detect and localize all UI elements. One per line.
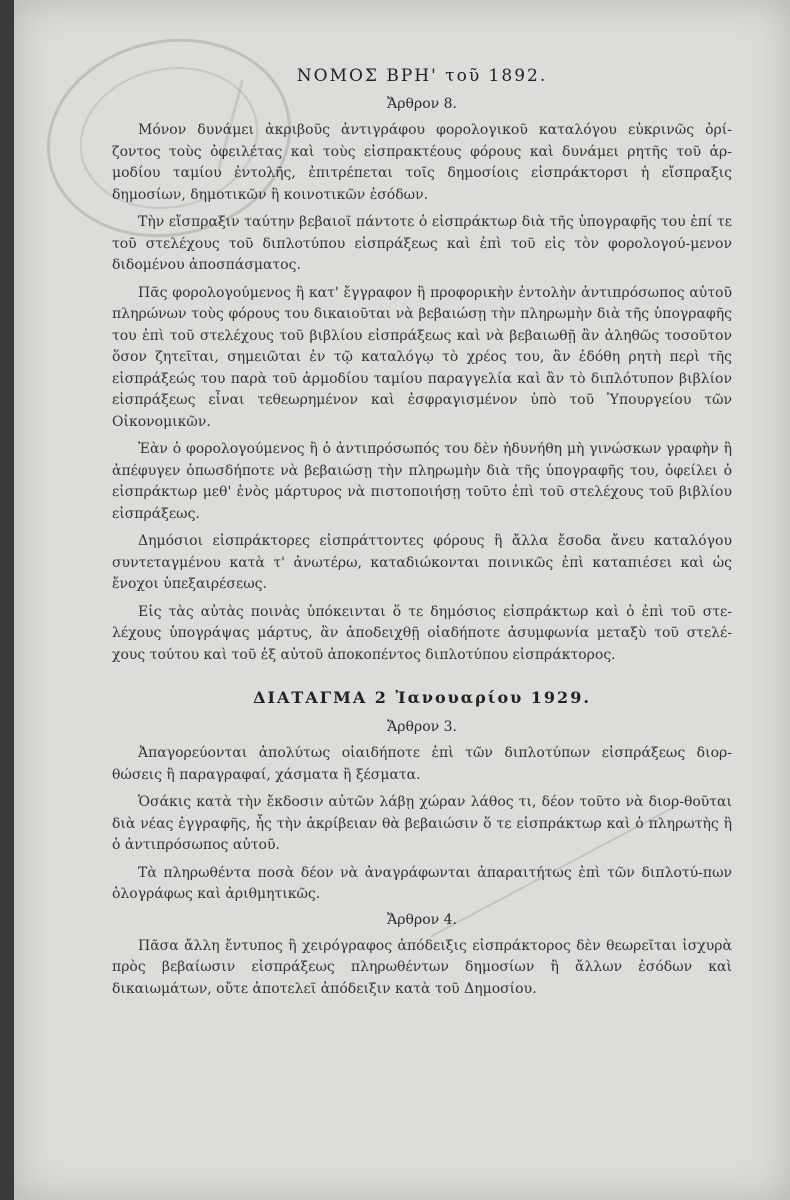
document-content: [112, 60, 732, 1006]
decree-article-3-heading: Ἄρθρον 3.: [387, 719, 457, 735]
law-article-heading: Ἄρθρον 8.: [387, 96, 457, 112]
law-title: ΝΟΜΟΣ ΒΡΗ' τοῦ 1892.: [296, 66, 548, 86]
decree-article-3-paragraph-3: Τὰ πληρωθέντα ποσὰ δέον νὰ ἀναγράφωνται ἀπαραιτήτως ἐπὶ τῶν διπλοτύ-πων ὁλογράφως καὶ ἀριθμητικῶς.: [112, 864, 732, 902]
law-paragraph-3: Πᾶς φορολογούμενος ἢ κατ' ἔγγραφον ἢ προφορικὴν ἐντολὴν ἀντιπρόσωπος αὐτοῦ πληρώνων τοὺς φόρους του δικαιοῦται νὰ βεβαιώσῃ τὴν πληρωμὴν διὰ τῆς ὑπογραφῆς του ἐπὶ τοῦ στελέχους τοῦ βιβλίου εἰσπράξεως καὶ νὰ βεβαιωθῇ ἂν ἀληθῶς τοσοῦτον ὅσον ζητεῖται, σημειῶται ἐν τῷ καταλόγῳ τὸ χρέος του, ἂν ἐδόθη ρητὴ περὶ τῆς εἰσπράξεώς του παρὰ τοῦ ἁρμοδίου ταμίου παραγγελία καὶ ἂν τὸ διπλότυπον βιβλίον εἰσπράξεως εἶναι τεθεωρημένον καὶ ἐσφραγισμένον ὑπὸ τοῦ Ὑπουργείου τῶν Οἰκονομικῶν.: [112, 284, 732, 430]
decree-article-4-heading: Ἄρθρον 4.: [387, 911, 457, 928]
decree-title: ΔΙΑΤΑΓΜΑ 2 Ἰανουαρίου 1929.: [253, 688, 591, 707]
law-paragraph-5: Δημόσιοι εἰσπράκτορες εἰσπράττοντες φόρους ἢ ἄλλα ἔσοδα ἄνευ καταλόγου συντεταγμένου κατὰ τ' ἀνωτέρω, καταδιώκονται ποινικῶς ἐπὶ καταπιέσει καὶ ὡς ἔνοχοι ὑπεξαιρέσεως.: [112, 533, 732, 592]
decree-article-4-paragraph-1: Πᾶσα ἄλλη ἔντυπος ἢ χειρόγραφος ἀπόδειξις εἰσπράκτορος δὲν θεωρεῖται ἰσχυρὰ πρὸς βεβαίωσιν εἰσπράξεως πληρωθέντων δημοσίων ἢ ἄλλων ἐσόδων καὶ δικαιωμάτων, οὔτε ἀποτελεῖ ἀπόδειξιν κατὰ τοῦ Δημοσίου.: [112, 937, 732, 997]
document-page: [14, 0, 790, 1200]
law-paragraph-4: Ἐὰν ὁ φορολογούμενος ἢ ὁ ἀντιπρόσωπός του δὲν ἠδυνήθη μὴ γινώσκων γραφὴν ἢ ἀπέφυγεν ὁπωσδήποτε νὰ βεβαιώσῃ τὴν πληρωμὴν διὰ τῆς ὑπογραφῆς του, ὀφείλει ὁ εἰσπράκτωρ μεθ' ἑνὸς μάρτυρος νὰ πιστοποιήσῃ τοῦτο ἐπὶ τοῦ στελέχους τοῦ βιβλίου εἰσπράξεως.: [112, 441, 732, 522]
law-paragraph-2: Τὴν εἴσπραξιν ταύτην βεβαιοῖ πάντοτε ὁ εἰσπράκτωρ διὰ τῆς ὑπογραφῆς του ἐπί τε τοῦ στελέχους τοῦ διπλοτύπου εἰσπράξεως καὶ ἐπὶ τοῦ εἰς τὸν φορολογού-μενον διδομένου ἀποσπάσματος.: [112, 214, 732, 273]
law-paragraph-1: Μόνον δυνάμει ἀκριβοῦς ἀντιγράφου φορολογικοῦ καταλόγου εὐκρινῶς ὁρί-ζοντος τοὺς ὀφειλέτας καὶ τοὺς εἰσπρακτέους φόρους καὶ δυνάμει ρητῆς τοῦ ἁρ-μοδίου ταμίου ἐντολῆς, ἐπιτρέπεται τοῖς δημοσίοις εἰσπράκτορσι ἡ εἴσπραξις δημοσίων, δημοτικῶν ἢ κοινοτικῶν ἐσόδων.: [112, 122, 732, 203]
decree-article-3-paragraph-1: Ἀπαγορεύονται ἀπολύτως οἱαιδήποτε ἐπὶ τῶν διπλοτύπων εἰσπράξεως διορ-θώσεις ἢ παραγραφαί, χάσματα ἢ ξέσματα.: [112, 745, 732, 783]
law-paragraph-6: Εἰς τὰς αὐτὰς ποινὰς ὑπόκεινται ὅ τε δημόσιος εἰσπράκτωρ καὶ ὁ ἐπὶ τοῦ στε-λέχους ὑπογράψας μάρτυς, ἂν ἀποδειχθῇ οἱαδήποτε ἀσυμφωνία μεταξὺ τοῦ στελέ-χους τούτου καὶ τοῦ ἐξ αὐτοῦ ἀποκοπέντος διπλοτύπου εἰσπράκτορος.: [112, 603, 732, 663]
decree-article-3-paragraph-2: Ὁσάκις κατὰ τὴν ἔκδοσιν αὐτῶν λάβῃ χώραν λάθος τι, δέον τοῦτο νὰ διορ-θοῦται διὰ νέας ἐγγραφῆς, ἧς τὴν ἀκρίβειαν θὰ βεβαιώσιν ὅ τε εἰσπράκτωρ καὶ ὁ πληρωτὴς ἢ ὁ ἀντιπρόσωπος αὐτοῦ.: [112, 794, 732, 853]
